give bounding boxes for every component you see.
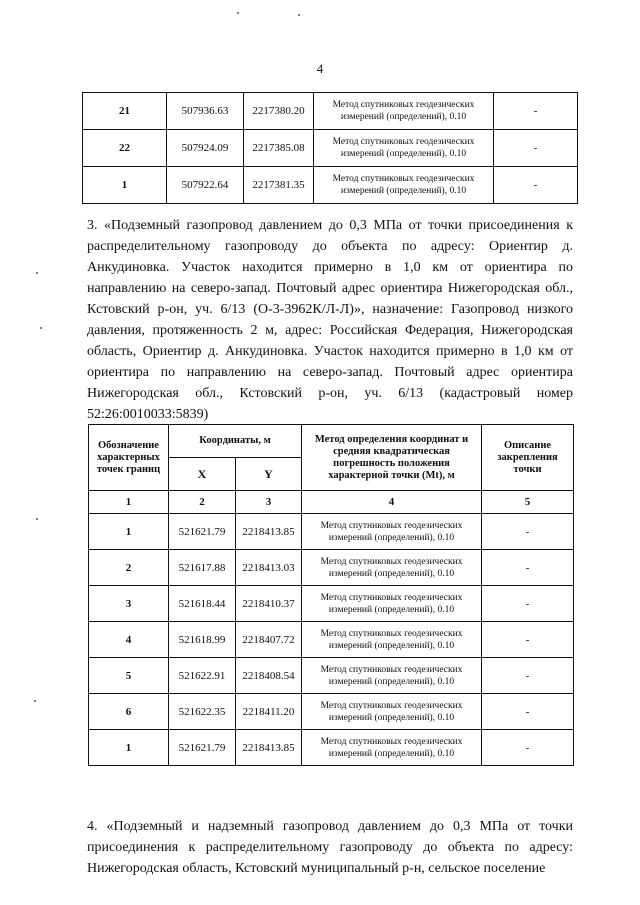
table-row bbox=[83, 93, 578, 130]
coordinates-table bbox=[88, 424, 574, 766]
table-row bbox=[83, 167, 578, 204]
column-index-cell: 5 bbox=[482, 491, 574, 514]
table-row bbox=[89, 550, 574, 586]
y-cell: 2217380.20 bbox=[244, 93, 314, 130]
y-cell: 2218410.37 bbox=[236, 586, 302, 622]
method-cell: Метод спутниковых геодезических измерений (определений), 0.10 bbox=[314, 93, 494, 130]
header-description: Описание закрепления точки bbox=[482, 425, 574, 491]
method-cell: Метод спутниковых геодезических измерений (определений), 0.10 bbox=[302, 694, 482, 730]
method-cell: Метод спутниковых геодезических измерений (определений), 0.10 bbox=[314, 167, 494, 204]
point-cell: 3 bbox=[89, 586, 169, 622]
x-cell: 521622.91 bbox=[169, 658, 236, 694]
x-cell: 521621.79 bbox=[169, 514, 236, 550]
x-cell: 521617.88 bbox=[169, 550, 236, 586]
header-y: Y bbox=[236, 458, 302, 491]
point-cell: 21 bbox=[83, 93, 167, 130]
y-cell: 2218413.85 bbox=[236, 730, 302, 766]
description-cell: - bbox=[482, 586, 574, 622]
table-row bbox=[89, 622, 574, 658]
paragraph-3: 3. «Подземный газопровод давлением до 0,3 МПа от точки присоединения к распределительному газопроводу до объекта по адресу: Ориентир д. Анкудиновка. Участок находится примерно в 1,0 км от ориентира по направлению на северо-запад. Почтовый адрес ориентира Нижегородская обл., Кстовский р-он, уч. 6/13 (О-3-3962К/Л-Л)», назначение: Газопровод низкого давления, протяженность 2 м, адрес: Российская Федерация, Нижегородская область, Ориентир д. Анкудиновка. Участок находится примерно в 1,0 км от ориентира по направлению на северо-запад. Почтовый адрес ориентира Нижегородская обл., Кстовский р-он, уч. 6/13 (кадастровый номер 52:26:0010033:5839) bbox=[87, 218, 573, 422]
x-cell: 507924.09 bbox=[167, 130, 244, 167]
method-cell: Метод спутниковых геодезических измерений (определений), 0.10 bbox=[302, 586, 482, 622]
method-cell: Метод спутниковых геодезических измерений (определений), 0.10 bbox=[302, 730, 482, 766]
table-row bbox=[89, 514, 574, 550]
y-cell: 2217385.08 bbox=[244, 130, 314, 167]
point-cell: 5 bbox=[89, 658, 169, 694]
description-cell: - bbox=[482, 730, 574, 766]
point-cell: 6 bbox=[89, 694, 169, 730]
table-row bbox=[89, 658, 574, 694]
column-index-cell: 3 bbox=[236, 491, 302, 514]
paragraph-4: 4. «Подземный и надземный газопровод давлением до 0,3 МПа от точки присоединения к распределительному газопроводу до объекта по адресу: Нижегородская область, Кстовский муниципальный р-н, сельское поселение bbox=[87, 819, 573, 876]
table-row bbox=[83, 130, 578, 167]
x-cell: 507922.64 bbox=[167, 167, 244, 204]
column-index-cell: 2 bbox=[169, 491, 236, 514]
column-index-cell: 1 bbox=[89, 491, 169, 514]
description-cell: - bbox=[494, 167, 578, 204]
table-row bbox=[89, 586, 574, 622]
description-cell: - bbox=[482, 622, 574, 658]
method-cell: Метод спутниковых геодезических измерений (определений), 0.10 bbox=[302, 622, 482, 658]
x-cell: 521621.79 bbox=[169, 730, 236, 766]
y-cell: 2217381.35 bbox=[244, 167, 314, 204]
y-cell: 2218408.54 bbox=[236, 658, 302, 694]
method-cell: Метод спутниковых геодезических измерений (определений), 0.10 bbox=[314, 130, 494, 167]
page-number: 4 bbox=[316, 61, 324, 76]
y-cell: 2218413.03 bbox=[236, 550, 302, 586]
y-cell: 2218411.20 bbox=[236, 694, 302, 730]
table-row bbox=[89, 694, 574, 730]
method-cell: Метод спутниковых геодезических измерений (определений), 0.10 bbox=[302, 514, 482, 550]
method-cell: Метод спутниковых геодезических измерений (определений), 0.10 bbox=[302, 550, 482, 586]
method-cell: Метод спутниковых геодезических измерений (определений), 0.10 bbox=[302, 658, 482, 694]
x-cell: 521622.35 bbox=[169, 694, 236, 730]
description-cell: - bbox=[494, 130, 578, 167]
header-x: X bbox=[169, 458, 236, 491]
y-cell: 2218407.72 bbox=[236, 622, 302, 658]
point-cell: 2 bbox=[89, 550, 169, 586]
description-cell: - bbox=[482, 550, 574, 586]
x-cell: 521618.99 bbox=[169, 622, 236, 658]
description-cell: - bbox=[482, 514, 574, 550]
point-cell: 1 bbox=[83, 167, 167, 204]
point-cell: 4 bbox=[89, 622, 169, 658]
description-cell: - bbox=[482, 694, 574, 730]
point-cell: 1 bbox=[89, 514, 169, 550]
description-cell: - bbox=[482, 658, 574, 694]
point-cell: 22 bbox=[83, 130, 167, 167]
x-cell: 507936.63 bbox=[167, 93, 244, 130]
table-row bbox=[89, 730, 574, 766]
x-cell: 521618.44 bbox=[169, 586, 236, 622]
header-point-designation: Обозначение характерных точек границ bbox=[89, 425, 169, 491]
coordinates-table-continued bbox=[82, 92, 578, 204]
description-cell: - bbox=[494, 93, 578, 130]
point-cell: 1 bbox=[89, 730, 169, 766]
column-index-row bbox=[89, 491, 574, 514]
column-index-cell: 4 bbox=[302, 491, 482, 514]
y-cell: 2218413.85 bbox=[236, 514, 302, 550]
header-method: Метод определения координат и средняя квадратическая погрешность положения характерной точки (Mt), м bbox=[302, 425, 482, 491]
header-coordinates: Координаты, м bbox=[169, 425, 302, 458]
